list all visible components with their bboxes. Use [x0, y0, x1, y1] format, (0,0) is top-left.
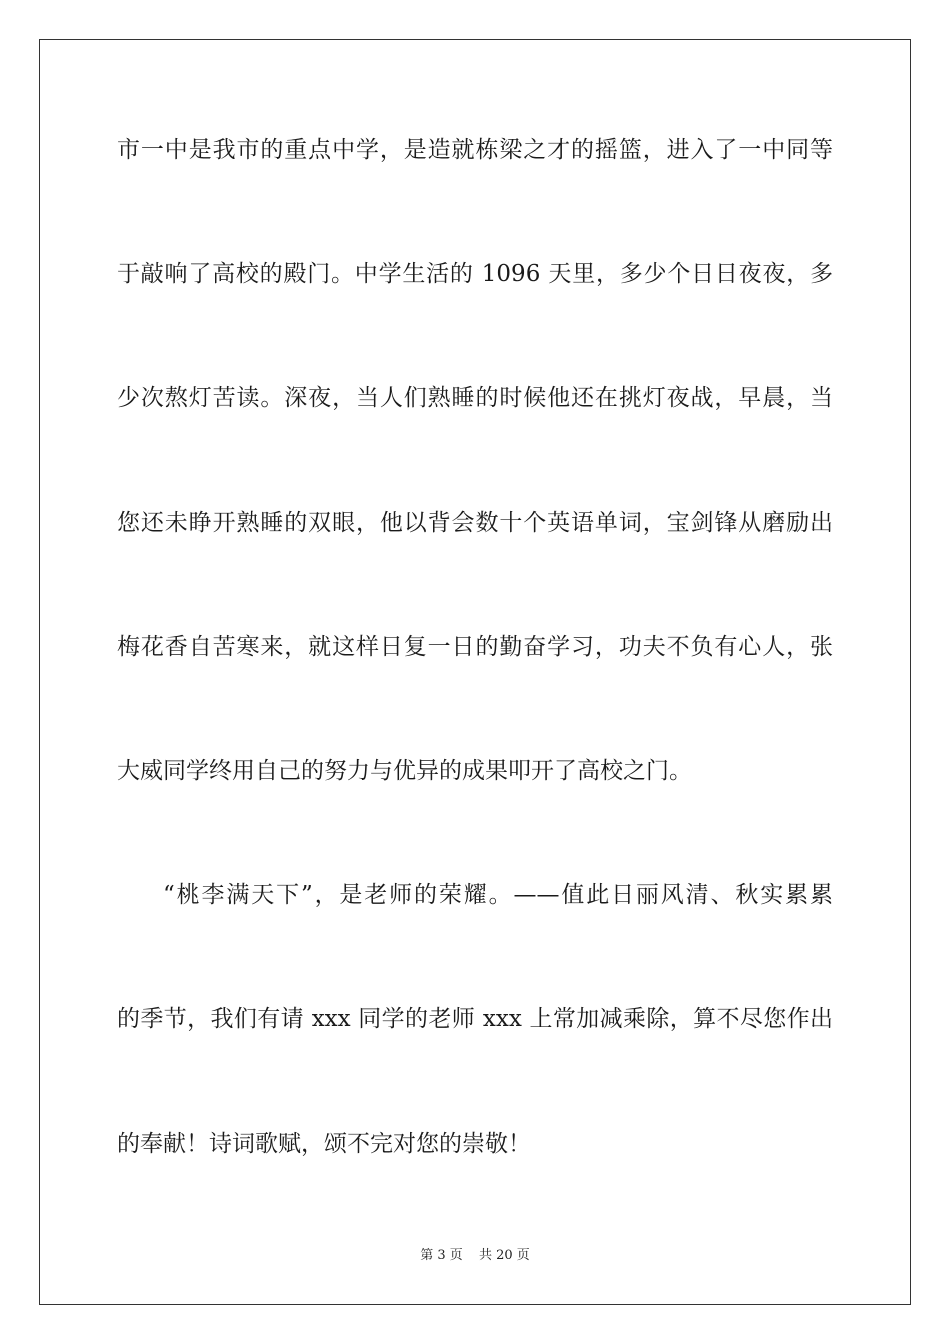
- page-border: [39, 39, 911, 1305]
- text-line: 梅花香自苦寒来，就这样日复一日的勤奋学习，功夫不负有心人，张: [117, 634, 833, 660]
- text-line: 少次熬灯苦读。深夜，当人们熟睡的时候他还在挑灯夜战，早晨，当: [117, 385, 833, 411]
- text-line: 大威同学终用自己的努力与优异的成果叩开了高校之门。: [117, 758, 692, 784]
- text-line: 您还未睁开熟睡的双眼，他以背会数十个英语单词，宝剑锋从磨励出: [117, 510, 833, 536]
- text-line: 的奉献！诗词歌赋，颂不完对您的崇敬！: [117, 1131, 531, 1157]
- page-number: 第 3 页: [420, 1248, 463, 1263]
- text-line: 市一中是我市的重点中学，是造就栋梁之才的摇篮，进入了一中同等: [117, 137, 833, 163]
- page-footer: [0, 1248, 950, 1264]
- paragraph-first-line: “桃李满天下”，是老师的荣耀。——值此日丽风清、秋实累累: [163, 882, 833, 908]
- text-line: 于敲响了高校的殿门。中学生活的 1096 天里，多少个日日夜夜，多: [117, 261, 833, 287]
- text-line: 的季节，我们有请 xxx 同学的老师 xxx 上常加减乘除，算不尽您作出: [117, 1006, 833, 1032]
- page-total: 共 20 页: [478, 1248, 530, 1263]
